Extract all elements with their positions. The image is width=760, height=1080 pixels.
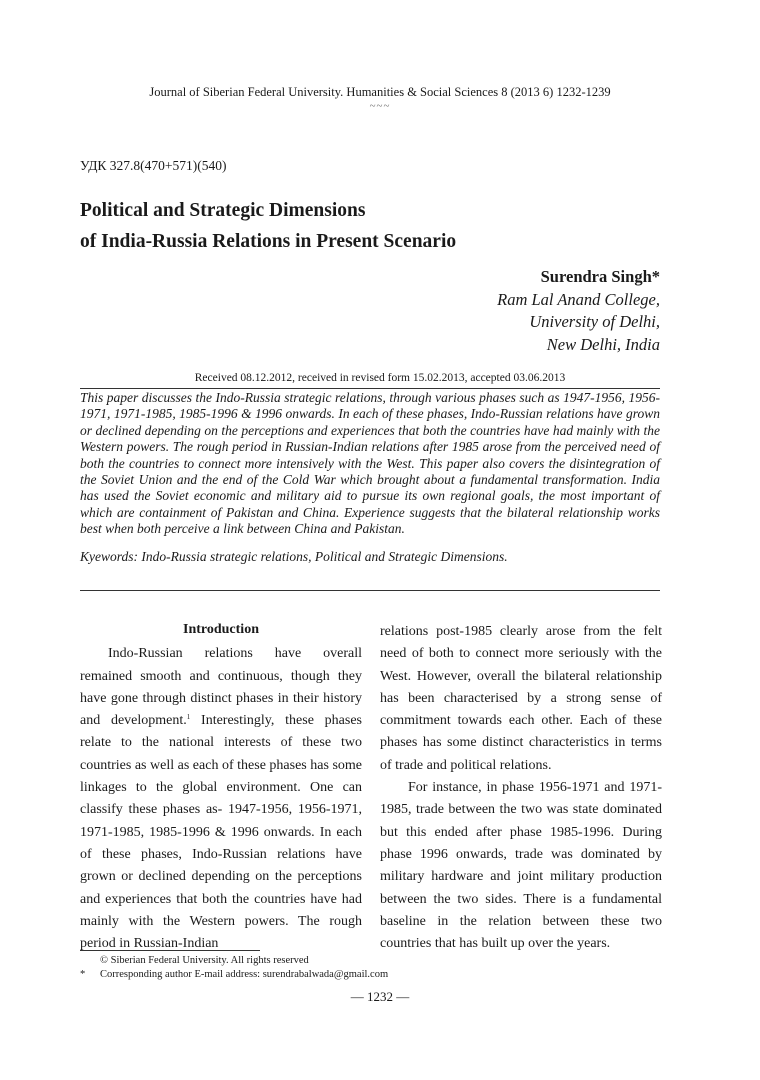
affiliation-line: University of Delhi, [529, 312, 660, 331]
title-line-2: of India-Russia Relations in Present Scenario [80, 231, 457, 252]
abstract-top-rule [80, 388, 660, 389]
paragraph-text: Interestingly, these phases relate to the national interests of these two countries as well as each of these phases has some linkages to the global environment. One can classify these phases as- 1947-1956, 1956-1971, 1971-1985, 1985-1996 & 1996 onwards. In each of these phases, Indo-Russian relations have grown or declined depending on the perceptions and experiences that both the countries have had mainly with the Western powers. The rough period in Russian-Indian [80, 713, 362, 952]
author-block [497, 266, 660, 356]
paragraph-text: Indo-Russian relations have overall remained smooth and continuous, though they have gone through distinct phases in their history and development. [80, 646, 362, 729]
footnotes [80, 954, 388, 981]
body-column-left [80, 619, 362, 955]
abstract-text: This paper discusses the Indo-Russia strategic relations, through various phases such as 1947-1956, 1956-1971, 1971-1985, 1985-1996 & 1996 onwards. In each of these phases, Indo-Russian relations have grown or declined depending on the perceptions and experiences that both the countries have had mainly with the Western powers. The rough period in Russian-Indian relations after 1985 arose from the perceived need of both the countries to connect more intensively with the West. This paper also covers the disintegration of the Soviet Union and the end of the Cold War which brought about a fundamental transformation. India has used the Soviet economic and military aid to pursue its own regional goals, the most important of which are containment of Pakistan and China. Experience suggests that the bilateral relationship works best when both perceive a link between China and Pakistan. [80, 390, 660, 537]
body-paragraph: For instance, in phase 1956-1971 and 1971-1985, trade between the two was state dominated but this ended after phase 1985-1996. During phase 1996 onwards, trade was dominated by military hardware and joint military production between the two sides. There is a fundamental baseline in the relation between these two countries that has built up over the years. [380, 780, 662, 952]
asterisk-mark: * [80, 968, 86, 980]
affiliation-line: New Delhi, India [546, 334, 660, 354]
received-dates: Received 08.12.2012, received in revised form 15.02.2013, accepted 03.06.2013 [194, 372, 566, 384]
title-line-1: Political and Strategic Dimensions [80, 200, 366, 221]
body-column-right [380, 621, 662, 955]
section-heading: Introduction [183, 622, 259, 637]
corresponding-author-text: Corresponding author E-mail address: surendrabalwada@gmail.com [100, 968, 389, 980]
abstract [80, 390, 660, 565]
header-separator: ~~~ [369, 100, 391, 112]
footnote-corresponding [80, 968, 388, 982]
paper-title [80, 195, 456, 257]
copyright-text: © Siberian Federal University. All rights reserved [100, 955, 309, 966]
body-paragraph: relations post-1985 clearly arose from the felt need of both to connect more seriously with the West. However, overall the bilateral relationship has been characterised by a strong sense of commitment towards each other. Each of these phases has some distinct characteristics in terms of trade and political relations. [380, 624, 662, 773]
abstract-bottom-rule [80, 590, 660, 591]
udk-code: УДК 327.8(470+571)(540) [80, 158, 227, 173]
keywords: Kyewords: Indo-Russia strategic relations, Political and Strategic Dimensions. [80, 548, 508, 564]
affiliation-line: Ram Lal Anand College, [497, 289, 660, 309]
footnote-copyright [80, 954, 388, 968]
footnote-rule [80, 950, 260, 951]
author-name: Surendra Singh* [540, 267, 660, 286]
journal-header: Journal of Siberian Federal University. Humanities & Social Sciences 8 (2013 6) 1232-1239 [149, 85, 611, 99]
footnote-reference[interactable]: 1 [186, 713, 191, 722]
page-number: — 1232 — [350, 989, 410, 1004]
body-paragraph [80, 643, 362, 955]
